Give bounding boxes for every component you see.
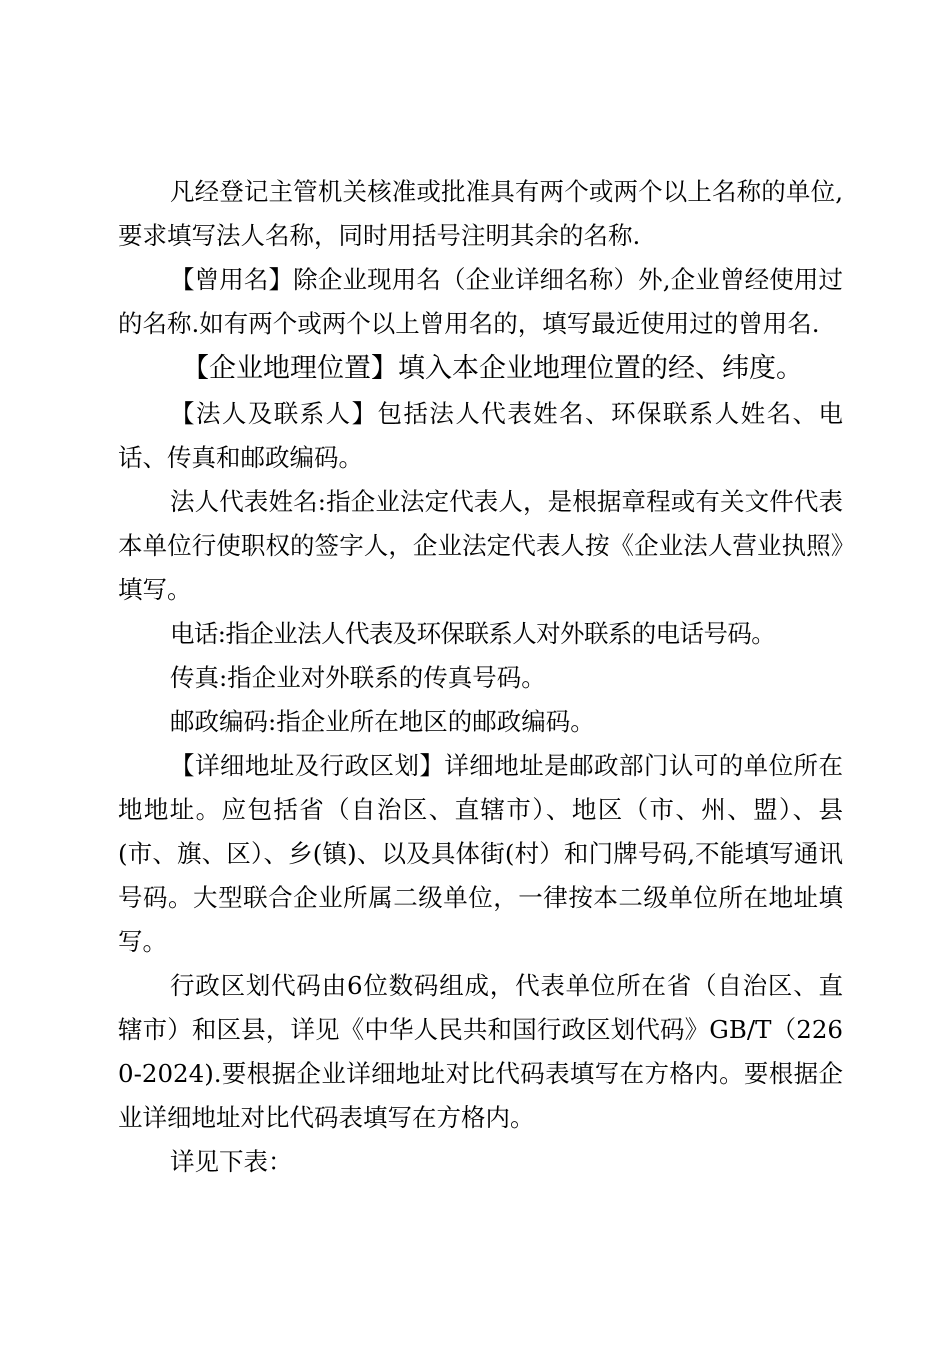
paragraph-fax: 传真:指企业对外联系的传真号码。 bbox=[170, 663, 546, 692]
paragraph-telephone: 电话:指企业法人代表及环保联系人对外联系的电话号码。 bbox=[170, 619, 776, 648]
paragraph-see-table: 详见下表： bbox=[170, 1147, 293, 1176]
paragraph-former-name: 【曾用名】除企业现用名（企业详细名称）外,企业曾经使用过的名称.如有两个或两个以上曾用名的，填写最近使用过的曾用名. bbox=[118, 265, 843, 338]
paragraph-legal-contact: 【法人及联系人】包括法人代表姓名、环保联系人姓名、电话、传真和邮政编码。 bbox=[118, 399, 843, 472]
paragraph-detailed-address: 【详细地址及行政区划】详细地址是邮政部门认可的单位所在地地址。应包括省（自治区、直辖市）、地区（市、州、盟）、县(市、旗、区）、乡(镇)、以及具体街(村）和门牌号码,不能填写通讯号码。大型联合企业所属二级单位，一律按本二级单位所在地址填写。 bbox=[118, 751, 843, 956]
document-body bbox=[118, 170, 843, 1184]
paragraph-multiple-names: 凡经登记主管机关核准或批准具有两个或两个以上名称的单位,要求填写法人名称，同时用括号注明其余的名称. bbox=[118, 177, 843, 250]
paragraph-postal-code: 邮政编码:指企业所在地区的邮政编码。 bbox=[170, 707, 595, 736]
paragraph-legal-representative: 法人代表姓名:指企业法定代表人，是根据章程或有关文件代表本单位行使职权的签字人，企业法定代表人按《企业法人营业执照》填写。 bbox=[118, 487, 843, 604]
paragraph-geographic-location: 【企业地理位置】填入本企业地理位置的经、纬度。 bbox=[182, 353, 803, 384]
paragraph-division-code: 行政区划代码由6位数码组成，代表单位所在省（自治区、直辖市）和区县，详见《中华人民共和国行政区划代码》GB/T（2260-2024).要根据企业详细地址对比代码表填写在方格内。要根据企业详细地址对比代码表填写在方格内。 bbox=[118, 971, 843, 1132]
